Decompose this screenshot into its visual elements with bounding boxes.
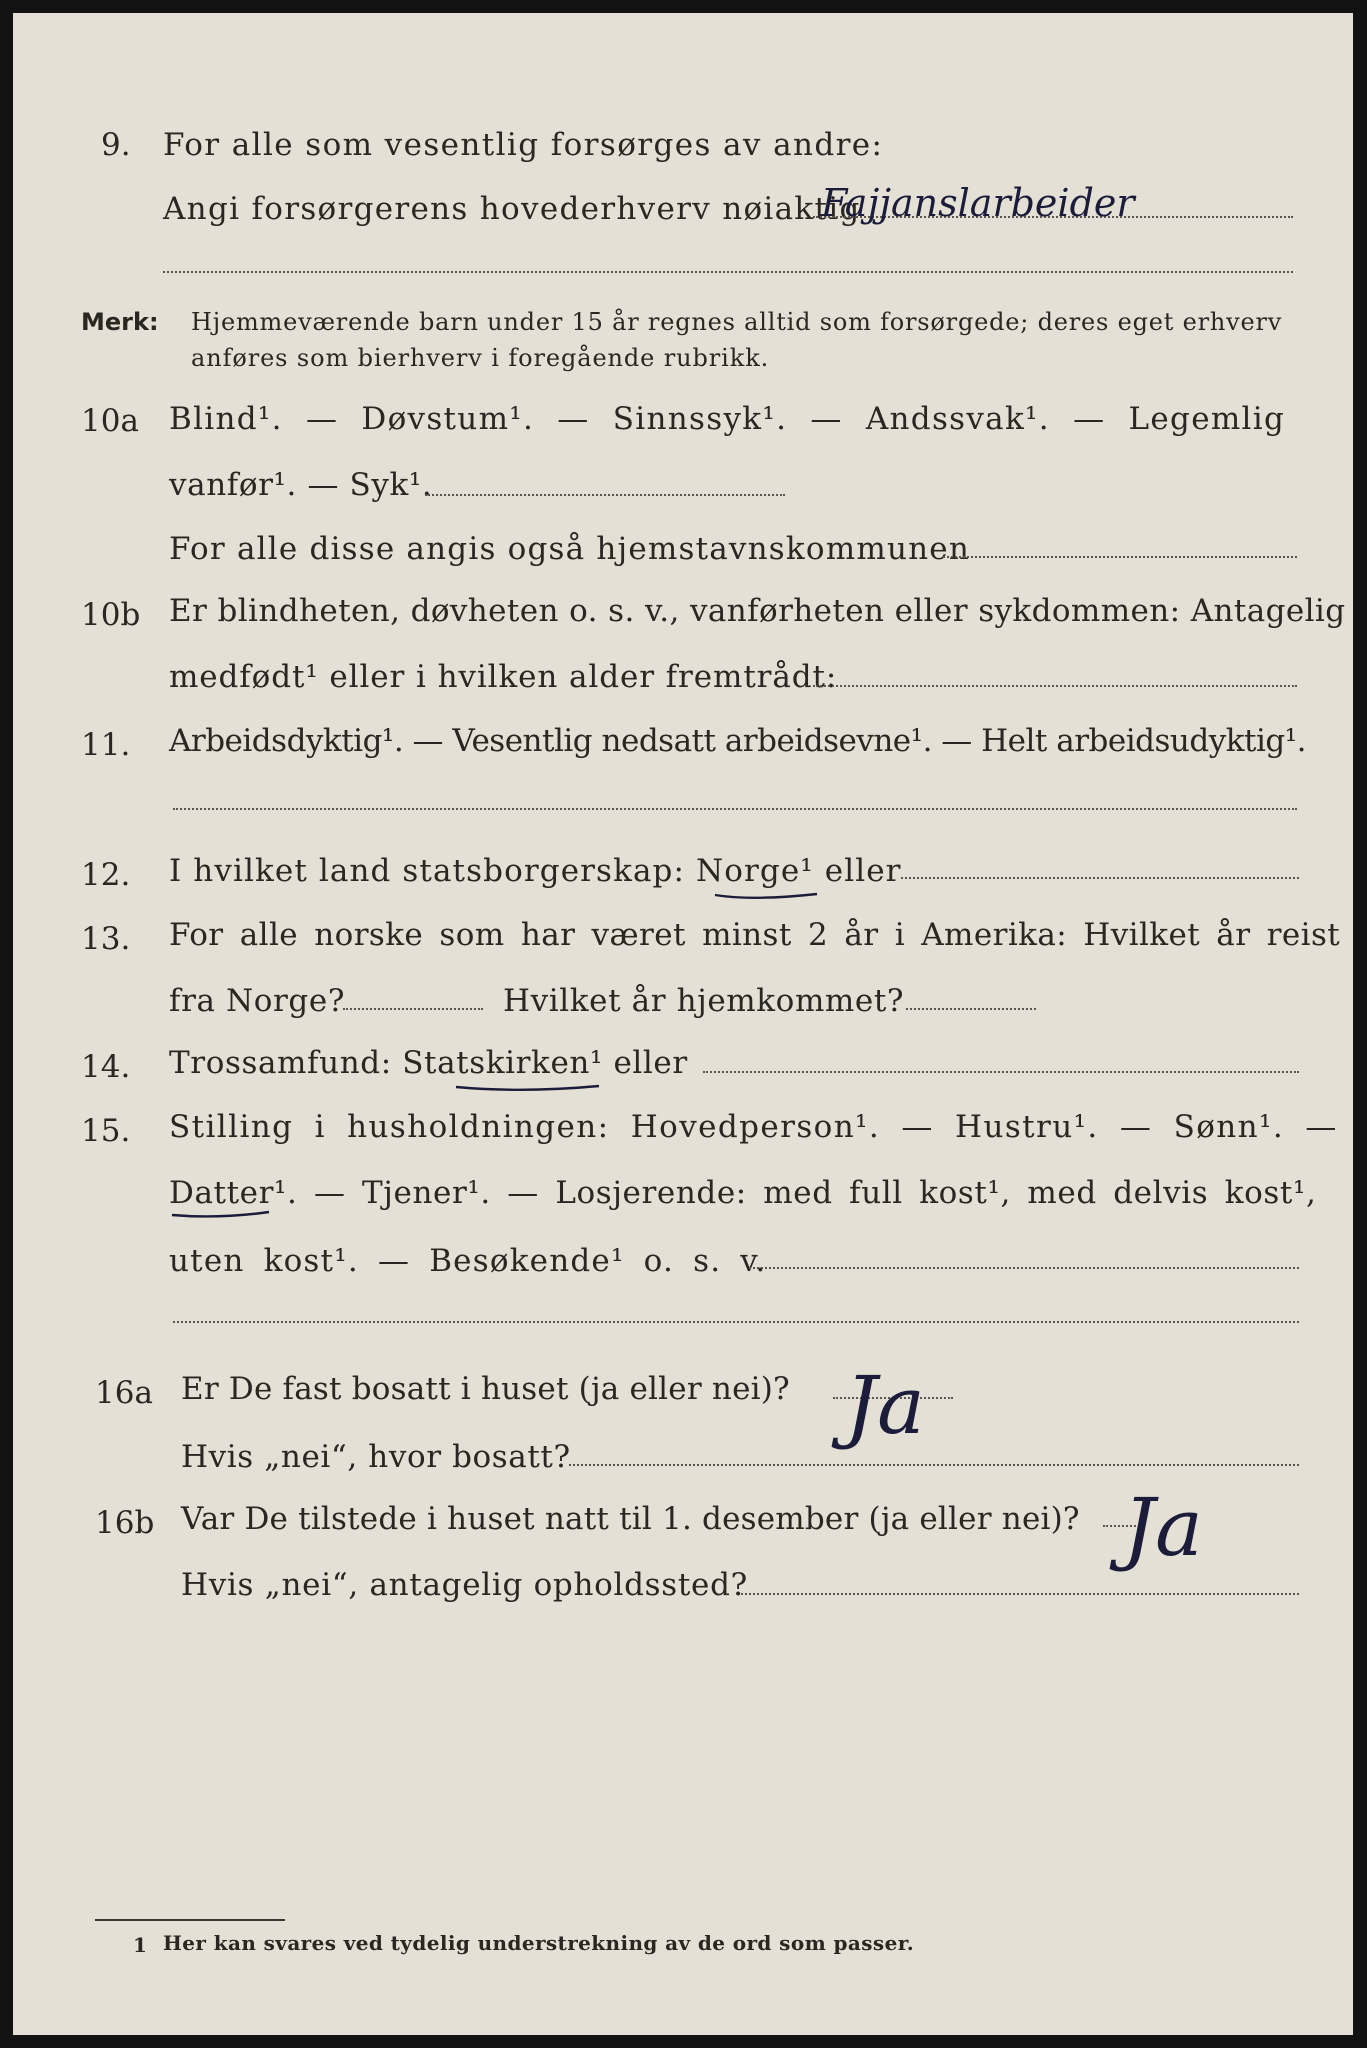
q13-number: 13. [81, 921, 131, 957]
merk-line-2: anføres som bierhverv i foregående rubrikk. [191, 344, 770, 372]
q16a-line-1: Er De fast bosatt i huset (ja eller nei)? [181, 1371, 790, 1407]
q10a-line-3: For alle disse angis også hjemstavnskommunen [169, 531, 970, 567]
q16b-line-1: Var De tilstede i huset natt til 1. desember (ja eller nei)? [181, 1501, 1080, 1537]
q9-question: For alle som vesentlig forsørges av andre: [163, 127, 884, 163]
q11-number: 11. [81, 727, 131, 763]
merk-label: Merk: [81, 308, 159, 336]
q16a-line-2: Hvis „nei“, hvor bosatt? [181, 1439, 571, 1475]
q16a-number: 16a [95, 1375, 153, 1411]
q13-hjemkommet-line [906, 1008, 1036, 1010]
q14-number: 14. [81, 1049, 131, 1085]
q13-line-2a: fra Norge? [169, 983, 346, 1019]
q9-handwritten-answer: Fajjanslarbeider [821, 181, 1135, 225]
q13-reist-line [343, 1008, 483, 1010]
q16b-handwritten-answer: Ja [1123, 1481, 1203, 1574]
q16b-line-2: Hvis „nei“, antagelig opholdssted? [181, 1567, 748, 1603]
q12-line-1: I hvilket land statsborgerskap: Norge¹ eller [169, 853, 902, 889]
q10a-line-2: vanfør¹. — Syk¹. [169, 467, 433, 503]
q15-datter-underline [169, 1207, 279, 1221]
q14-line-1: Trossamfund: Statskirken¹ eller [169, 1045, 688, 1081]
q11-answer-line [173, 808, 1297, 810]
footnote-rule [95, 1919, 285, 1921]
q10a-kommune-line [943, 556, 1297, 558]
q9-number: 9. [101, 127, 131, 163]
q15-extra-line [173, 1321, 1299, 1323]
footnote-marker: 1 [133, 1933, 148, 1957]
q15-line-3: uten kost¹. — Besøkende¹ o. s. v. [169, 1243, 767, 1279]
q9-prompt: Angi forsørgerens hovederhverv nøiaktig [163, 191, 861, 227]
q14-answer-line [703, 1071, 1299, 1073]
q9-extra-line [163, 271, 1293, 273]
q12-number: 12. [81, 857, 131, 893]
q10a-line-1: Blind¹. — Døvstum¹. — Sinnssyk¹. — Andssvak¹. — Legemlig [169, 401, 1286, 437]
q12-answer-line [901, 877, 1299, 879]
q15-number: 15. [81, 1113, 131, 1149]
q10b-line-2: medfødt¹ eller i hvilken alder fremtrådt: [169, 659, 838, 695]
q16b-number: 16b [95, 1505, 155, 1541]
q15-line-1: Stilling i husholdningen: Hovedperson¹. — Hustru¹. — Sønn¹. — [169, 1109, 1338, 1145]
q15-line-2: Datter¹. — Tjener¹. — Losjerende: med full kost¹, med delvis kost¹, [169, 1175, 1317, 1211]
q16a-handwritten-answer: Ja [845, 1359, 925, 1452]
footnote-text: Her kan svares ved tydelig understrekning av de ord som passer. [163, 1931, 915, 1955]
q10a-syk-line [425, 494, 785, 496]
q13-line-1: For alle norske som har været minst 2 år i Amerika: Hvilket år reist [169, 917, 1341, 953]
q10a-number: 10a [81, 403, 139, 439]
census-form-page [13, 13, 1353, 2035]
q13-line-2b: Hvilket år hjemkommet? [503, 983, 905, 1019]
q10b-answer-line [813, 685, 1297, 687]
q10b-number: 10b [81, 597, 141, 633]
q14-statskirken-underline [453, 1079, 603, 1095]
q12-norge-underline [713, 889, 823, 903]
q11-line-1: Arbeidsdyktig¹. — Vesentlig nedsatt arbeidsevne¹. — Helt arbeidsudyktig¹. [169, 723, 1307, 759]
q16a-bosatt-line [569, 1464, 1299, 1466]
merk-line-1: Hjemmeværende barn under 15 år regnes alltid som forsørgede; deres eget erhverv [191, 308, 1283, 336]
q10b-line-1: Er blindheten, døvheten o. s. v., vanførheten eller sykdommen: Antagelig [169, 593, 1346, 629]
q16b-opholdssted-line [741, 1593, 1299, 1595]
q15-answer-line [749, 1267, 1299, 1269]
